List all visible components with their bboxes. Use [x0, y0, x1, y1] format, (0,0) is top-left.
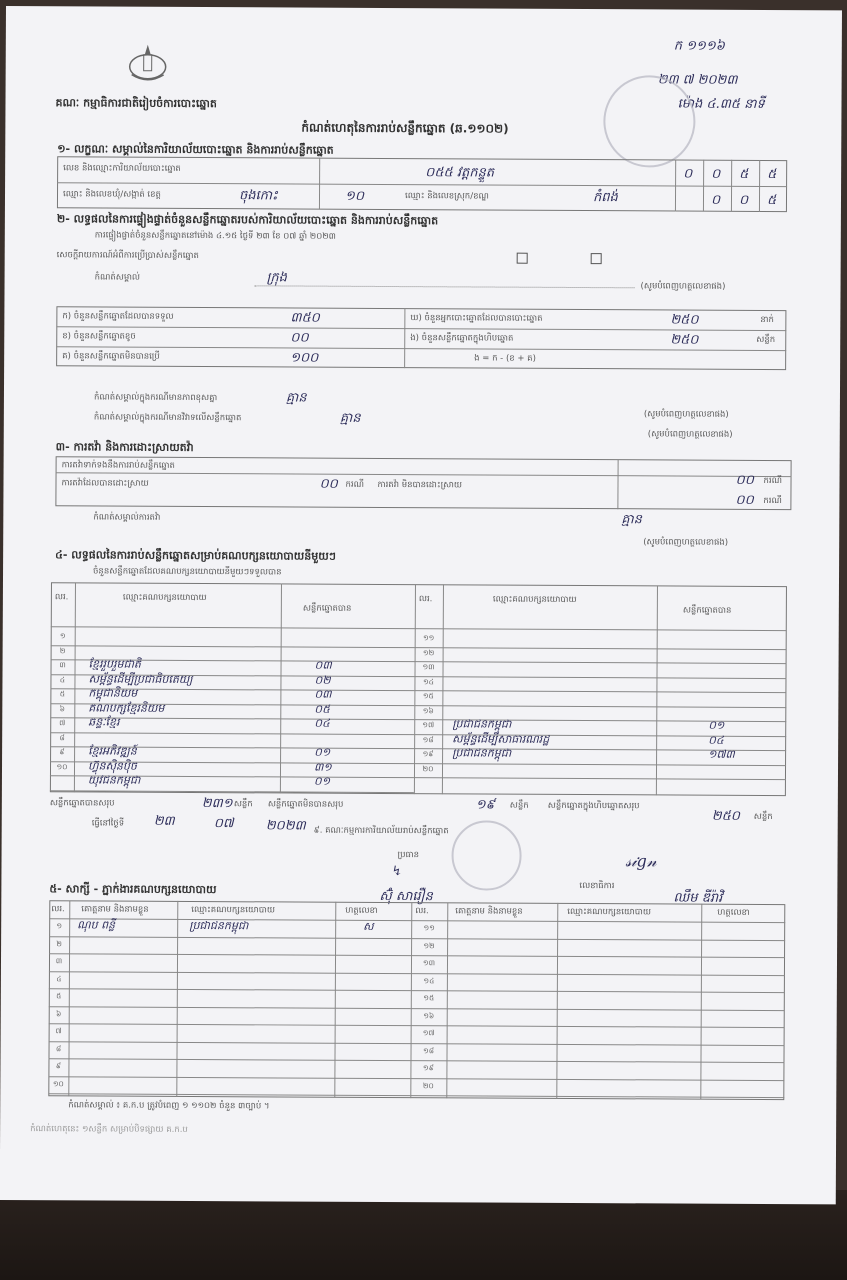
- section3-title: ៣- ការតវ៉ា និងការដោះស្រាយតវ៉ា: [55, 440, 194, 454]
- bullet1-value: គ្មាន: [285, 390, 307, 406]
- results-col-party-left: ឈ្មោះគណបក្សនយោបាយ: [122, 592, 207, 604]
- field-b-value: ០០: [290, 330, 309, 346]
- witness-col-no-right: លរ.: [415, 906, 429, 917]
- date-year: ២០២៣: [265, 818, 306, 834]
- witness-party: ប្រជាជនកម្ពុជា: [189, 918, 249, 933]
- total-valid-value: ២៣១: [201, 796, 233, 812]
- results-col-no-left: លរ.: [54, 592, 69, 603]
- complaint-total-remark: គ្មាន: [621, 512, 642, 528]
- bullet2-label: កំណត់សម្គាល់ក្នុងករណីមានវិវាទលើសន្លឹកឆ្នោត: [93, 412, 242, 424]
- witness-row-number: ៤: [56, 973, 62, 983]
- result-party-name: កម្ពុជានិយម: [88, 686, 138, 700]
- result-votes: ០១: [313, 774, 331, 788]
- section1-row2-label: ឈ្មោះ និងលេខឃុំ/សង្កាត់ ខេត្ត: [62, 189, 161, 200]
- field-e-value: ២៥០: [670, 332, 699, 348]
- handwritten-note-2: ២៣ ៧ ២០២៣: [657, 72, 738, 88]
- witness-row-number: ១៤: [423, 975, 435, 985]
- section2-title: ២- លទ្ធផលនៃការផ្ទៀងផ្ទាត់ចំនួនសន្លឹកឆ្នោតរបស់ការិយាល័យបោះឆ្នោត និងការរាប់សន្លឹកឆ្នោត: [56, 212, 439, 228]
- handwritten-note-3: ម៉ោង ៤.៣៥ នាទី: [677, 96, 765, 112]
- total-all-label: សន្លឹកឆ្នោតក្នុងហិបឆ្នោតសរុប: [547, 800, 640, 812]
- results-col-no-right: លរ.: [418, 594, 433, 605]
- result-votes: ០១: [708, 718, 725, 732]
- complaint-total-label: កំណត់សម្គាល់ការតវ៉ា: [93, 512, 161, 523]
- district-digit-3: ៥: [766, 192, 777, 209]
- witness-col-sign-left: ហត្ថលេខា: [345, 905, 378, 916]
- complaint-unresolved-value: ០០: [735, 472, 754, 488]
- witness-row-number: ១១: [423, 923, 435, 933]
- handwritten-note-1: ក ១១១៦: [673, 38, 725, 54]
- witness-row-number: ២: [56, 938, 62, 948]
- date-label: ធ្វើនៅថ្ងៃទី: [91, 818, 125, 829]
- witness-row-number: ១៣: [422, 958, 436, 968]
- field-a-label: ក) ចំនួនសន្លឹកឆ្នោតដែលបានទទួល: [62, 311, 174, 322]
- witness-row-number: ១២: [423, 940, 435, 950]
- witness-row-number: ៣: [55, 956, 63, 966]
- field-d-value: ២៥០: [670, 312, 699, 328]
- total-invalid-unit: សន្លឹក: [509, 800, 529, 811]
- witness-row-number: ១៧: [422, 1028, 435, 1038]
- result-row-number: ៤: [59, 674, 66, 684]
- result-party-name: ខ្មែររួបរួមជាតិ: [88, 657, 141, 671]
- witness-signature: ស: [363, 919, 374, 933]
- bullet1-label: កំណត់សម្គាល់ក្នុងករណីមានភាពខុសគ្នា: [93, 392, 218, 404]
- result-row-number: ១: [59, 631, 66, 641]
- result-row-number: ១៥: [422, 691, 434, 701]
- total-invalid-value: ១៩: [475, 797, 495, 813]
- witness-table: [48, 900, 785, 1100]
- witness-row-number: ៨: [55, 1043, 62, 1053]
- result-row-number: ៨: [59, 732, 65, 742]
- result-row-number: ១០: [56, 761, 68, 771]
- result-row-number: ២០: [422, 763, 434, 773]
- complaint-resolved-unit: ករណី: [345, 479, 365, 490]
- complaint-row2-label2: ការតវ៉ា មិនបានដោះស្រាយ: [377, 479, 463, 491]
- district-value: កំពង់: [592, 190, 618, 206]
- section4-title: ៤- លទ្ធផលនៃការរាប់សន្លឹកឆ្នោតសម្រាប់គណបក្សនយោបាយនីមួយៗ: [55, 548, 336, 563]
- result-votes: ០៥: [314, 702, 330, 716]
- witness-name: ណុប ពន្លី: [77, 918, 116, 932]
- section4-subtitle: ចំនួនសន្លឹកឆ្នោតដែលគណបក្សនយោបាយនីមួយៗទទួលបាន: [93, 566, 282, 578]
- complaint-row2-label: ការតវ៉ាដែលបានដោះស្រាយ: [61, 478, 149, 489]
- total-all-value: ២៥០: [711, 808, 741, 824]
- witness-row-number: ១៩: [422, 1063, 434, 1073]
- total-valid-label: សន្លឹកឆ្នោតបានសរុប: [49, 798, 115, 809]
- checkbox-yes[interactable]: [517, 253, 528, 264]
- official-seal-top: [603, 75, 695, 167]
- field-c-label: គ) ចំនួនសន្លឹកឆ្នោតមិនបានប្រើ: [62, 351, 160, 362]
- total-valid-unit: សន្លឹក: [233, 799, 253, 810]
- witness-col-no-left: លរ.: [51, 904, 65, 915]
- result-row-number: ១៦: [422, 705, 434, 715]
- sign-note-4: (សូមបំពេញហត្ថលេខាផង): [643, 537, 729, 548]
- result-party-name: សម្ព័ន្ធដើម្បីសាធារណរដ្ឋ: [452, 731, 550, 746]
- district-digit-2: ០: [738, 192, 749, 208]
- result-row-number: ៩: [59, 747, 65, 757]
- complaint-total-value: ០០: [735, 492, 754, 508]
- chief-signature: ↯: [391, 864, 403, 880]
- result-row-number: ១១: [422, 633, 435, 643]
- station-digit-1: ០: [683, 166, 693, 182]
- result-row-number: ៥: [59, 689, 66, 699]
- field-d-unit: នាក់: [760, 314, 774, 326]
- station-digit-3: ៥: [739, 166, 749, 182]
- result-party-name: ប្រជាជនកម្ពុជា: [452, 717, 512, 731]
- result-party-name: សម្ព័ន្ធដើម្បីប្រជាធិបតេយ្យ: [88, 671, 193, 686]
- witness-row-number: ៧: [55, 1026, 62, 1036]
- witness-row-number: ១៦: [423, 1010, 435, 1020]
- royal-emblem: [124, 41, 172, 85]
- result-row-number: ១៨: [422, 734, 434, 744]
- commune-value: ចុងកោះ: [238, 188, 278, 204]
- witness-row-number: ៥: [56, 991, 62, 1001]
- verification-time-line: ការផ្ទៀងផ្ទាត់ចំនួនសន្លឹកឆ្នោតនៅម៉ោង ៤.១៥ ថ្ងៃទី ២៣ ខែ ០៧ ឆ្នាំ ២០២៣: [94, 230, 336, 242]
- chief-label: ប្រធាន: [397, 850, 420, 861]
- witness-col-name-left: គោត្តនាម និងនាមខ្លួន: [81, 904, 149, 915]
- bullet2-value: គ្មាន: [339, 410, 361, 426]
- complaint-resolved-value: ០០: [319, 476, 338, 492]
- section1-title: ១- លក្ខណៈ សម្គាល់នៃការិយាល័យបោះឆ្នោត និងការរាប់សន្លឹកឆ្នោត: [57, 142, 334, 157]
- result-votes: ០២: [314, 673, 331, 687]
- witness-row-number: ២០: [422, 1080, 434, 1090]
- results-col-party-right: ឈ្មោះគណបក្សនយោបាយ: [492, 594, 577, 605]
- witness-row-number: ៦: [56, 1008, 62, 1018]
- result-party-name: ឆន្ទៈខ្មែរ: [88, 715, 120, 729]
- complaint-total-unit: ករណី: [763, 495, 782, 507]
- chief-name: ស៊ុំ សារឿន: [379, 888, 433, 905]
- field-b-label: ខ) ចំនួនសន្លឹកឆ្នោតខូច: [62, 331, 136, 342]
- field-a-value: ៣៥០: [290, 310, 320, 326]
- result-party-name: គណបក្សខ្មែរនិយម: [88, 700, 165, 715]
- witness-col-name-right: គោត្តនាម និងនាមខ្លួន: [455, 906, 523, 917]
- result-party-name: ប្រជាជនកម្ពុជា: [452, 746, 512, 760]
- commune-number: ១០: [344, 188, 365, 204]
- date-day: ២៣: [153, 813, 175, 829]
- date-tail: ៩. គណៈកម្មការការិយាល័យរាប់សន្លឹកឆ្នោត: [313, 825, 449, 837]
- date-month: ០៧: [213, 816, 234, 832]
- form-title: កំណត់ហេតុនៃការរាប់សន្លឹកឆ្នោត (ឆ.១១០២): [301, 120, 509, 136]
- results-col-votes-left: សន្លឹកឆ្នោតបាន: [302, 603, 352, 614]
- result-row-number: ១៩: [422, 749, 434, 759]
- station-name-value: ០៥៥ វត្តកន្ទួត: [425, 165, 495, 181]
- witness-row-number: ១: [56, 921, 63, 931]
- total-invalid-label: សន្លឹកឆ្នោតមិនបានសរុប: [267, 799, 344, 810]
- result-votes: ១៧៣: [708, 747, 735, 761]
- result-votes: ៣១: [313, 760, 332, 774]
- section1-row1-label: លេខ និងឈ្មោះការិយាល័យបោះឆ្នោត: [63, 163, 181, 174]
- result-party-name: ខ្មែរអភិវឌ្ឍន៍: [88, 744, 137, 758]
- sign-note-1: (សូមបំពេញហត្ថលេខាផង): [640, 281, 726, 292]
- result-row-number: ១៤: [422, 676, 434, 686]
- result-party-name: ហ៊្វុនស៊ិនប៉ិច: [87, 758, 137, 773]
- witness-row-number: ១៥: [423, 993, 435, 1003]
- district-digit-1: ០: [710, 192, 721, 208]
- secretary-label: លេខាធិការ: [579, 881, 615, 892]
- result-row-number: ៦: [59, 703, 66, 713]
- sign-note-2: (សូមបំពេញហត្ថលេខាផង): [643, 409, 729, 420]
- station-digit-2: ០: [711, 166, 721, 182]
- station-digit-4: ៥: [767, 166, 777, 183]
- field-c-value: ១០០: [290, 350, 319, 366]
- result-votes: ០១: [314, 745, 331, 759]
- result-votes: ០៤: [314, 716, 330, 730]
- witness-row-number: ១៨: [423, 1045, 435, 1055]
- election-count-form: [0, 6, 842, 1204]
- witness-col-party-right: ឈ្មោះគណបក្សនយោបាយ: [567, 906, 651, 918]
- result-votes: ០៣: [314, 658, 332, 672]
- result-row-number: ២: [59, 645, 66, 655]
- result-row-number: ១៣: [422, 662, 435, 672]
- total-all-unit: សន្លឹក: [753, 811, 773, 823]
- formula: ង = ក - (ខ + គ): [474, 353, 536, 364]
- signature-remark-label: កំណត់សម្គាល់: [94, 272, 141, 283]
- result-row-number: ១២: [422, 647, 435, 657]
- result-row-number: ១៧: [422, 720, 435, 730]
- witness-row-number: ១០: [52, 1078, 64, 1088]
- field-d-label: ឃ) ចំនួនអ្នកបោះឆ្នោតដែលបានបោះឆ្នោត: [410, 313, 543, 324]
- witness-col-sign-right: ហត្ថលេខា: [717, 907, 750, 918]
- signature-remark-value: ក្រុង: [266, 270, 288, 286]
- results-col-votes-right: សន្លឹកឆ្នោតបាន: [682, 605, 732, 616]
- sign-note-3: (សូមបំពេញហត្ថលេខាផង): [647, 429, 733, 440]
- bottom-note: កំណត់ហេតុនេះ ១សន្លឹក សម្រាប់បិទផ្សាយ គ.ក.ប: [30, 1124, 188, 1135]
- section2-note-line: សេចក្តីរាយការណ៍អំពីការប្រើប្រាស់សន្លឹកឆ្នោត: [56, 250, 199, 262]
- secretary-name: ឈឹម ឌីរ៉ាវិ: [673, 890, 723, 906]
- checkbox-no[interactable]: [591, 253, 602, 264]
- official-seal-bottom: [451, 820, 521, 890]
- footnote: កំណត់សម្គាល់ ៖ គ.ក.ប ត្រូវបំពេញ ១ ១១០២ ចំនួន ៣ច្បាប់ ។: [68, 1100, 270, 1112]
- field-e-label: ង) ចំនួនសន្លឹកឆ្នោតក្នុងហិបឆ្នោត: [410, 333, 514, 344]
- complaint-row1-label: ការតវ៉ាទាក់ទងនឹងការរាប់សន្លឹកឆ្នោត: [61, 460, 175, 471]
- section1-row2-label2: ឈ្មោះ និងលេខស្រុក/ខណ្ឌ: [404, 191, 489, 202]
- committee-name: គណៈ កម្មាធិការជាតិរៀបចំការបោះឆ្នោត: [55, 96, 217, 111]
- result-row-number: ៧: [59, 718, 66, 728]
- complaint-unresolved-unit: ករណី: [763, 475, 783, 487]
- result-party-name: យុវជនកម្ពុជា: [87, 773, 141, 787]
- field-e-unit: សន្លឹក: [756, 334, 776, 346]
- result-row-number: ៣: [59, 660, 66, 670]
- witness-row-number: ៩: [55, 1061, 62, 1071]
- result-votes: ០៣: [314, 687, 332, 701]
- secretary-signature: 𝓈𝒾𝑔𝓃: [625, 851, 657, 871]
- section5-title: ៥- សាក្សី - ភ្នាក់ងារគណបក្សនយោបាយ: [49, 882, 217, 897]
- witness-col-party-left: ឈ្មោះគណបក្សនយោបាយ: [191, 904, 275, 916]
- result-votes: ០៤: [708, 733, 724, 747]
